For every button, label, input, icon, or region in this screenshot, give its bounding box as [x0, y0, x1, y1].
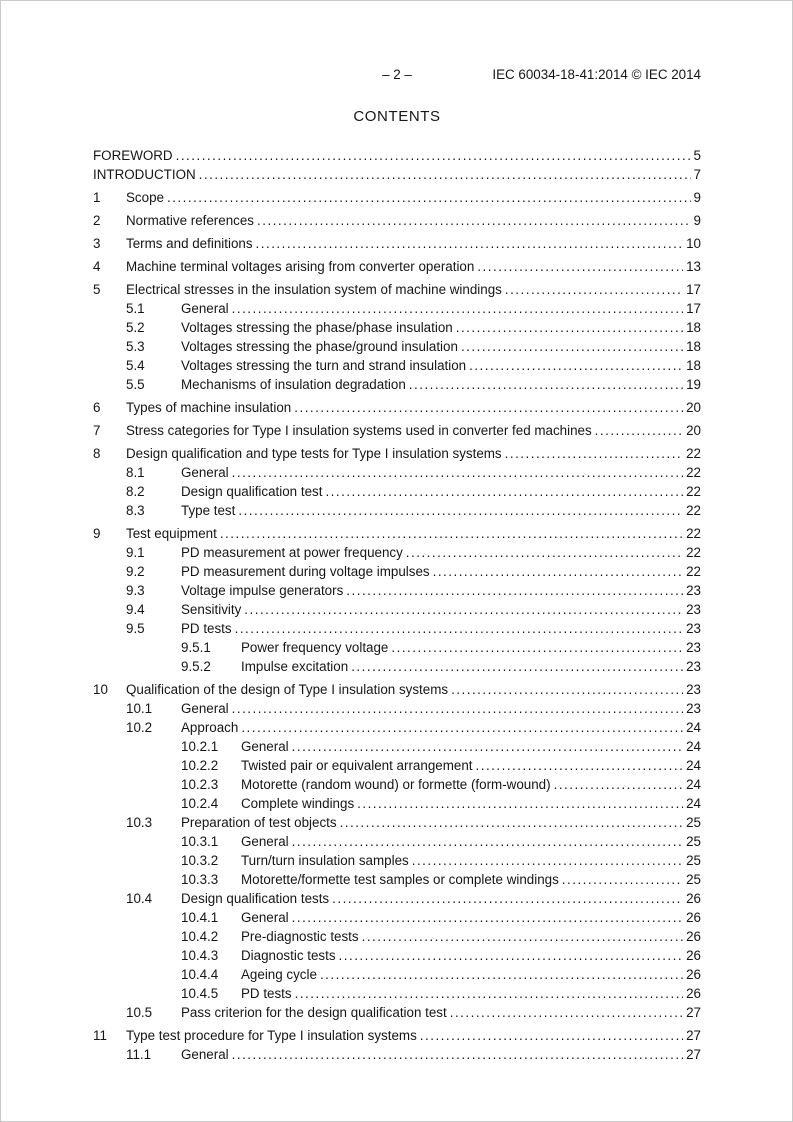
- dot-leader: [562, 870, 683, 889]
- dot-leader: [346, 581, 683, 600]
- toc-entry-label: General: [241, 910, 289, 925]
- toc-entry: [93, 927, 701, 946]
- toc-entry-number: 11.1: [126, 1047, 152, 1062]
- toc-entry: [93, 211, 701, 230]
- toc-entry-label: Turn/turn insulation samples: [241, 853, 409, 868]
- toc-entry: [93, 946, 701, 965]
- contents-title: CONTENTS: [353, 108, 441, 125]
- toc-entry-number: 5.4: [126, 358, 145, 373]
- dot-leader: [241, 718, 683, 737]
- dot-leader: [409, 375, 683, 394]
- dot-leader: [554, 775, 684, 794]
- dot-leader: [320, 965, 683, 984]
- toc-entry-label: Motorette/formette test samples or complete windings: [241, 872, 559, 887]
- toc-entry: [93, 543, 701, 562]
- toc-entry-label: PD tests: [181, 621, 232, 636]
- toc-entry-number: 8: [93, 446, 101, 461]
- toc-entry-label: Machine terminal voltages arising from converter operation: [126, 259, 475, 274]
- dot-leader: [505, 280, 683, 299]
- toc-entry-label: Design qualification test: [181, 484, 323, 499]
- toc-entry-label: Preparation of test objects: [181, 815, 337, 830]
- dot-leader: [238, 501, 683, 520]
- toc-entry-page: 26: [686, 986, 701, 1001]
- toc-entry-page: 9: [693, 213, 701, 228]
- dot-leader: [176, 146, 691, 165]
- table-of-contents: [93, 146, 701, 1064]
- dot-leader: [461, 337, 683, 356]
- dot-leader: [232, 699, 683, 718]
- dot-leader: [235, 619, 683, 638]
- toc-entry-number: 10.2.3: [181, 777, 219, 792]
- toc-entry: [93, 257, 701, 276]
- dot-leader: [257, 211, 691, 230]
- toc-entry: [93, 562, 701, 581]
- toc-entry-page: 23: [686, 602, 701, 617]
- toc-entry-number: 9.2: [126, 564, 145, 579]
- toc-entry-label: Voltages stressing the phase/phase insulation: [181, 320, 453, 335]
- toc-entry: [93, 444, 701, 463]
- toc-entry-page: 5: [693, 148, 701, 163]
- toc-entry-number: 5.3: [126, 339, 145, 354]
- toc-entry-page: 9: [693, 190, 701, 205]
- toc-entry: [93, 524, 701, 543]
- page-number: – 2 –: [382, 67, 412, 82]
- dot-leader: [292, 737, 683, 756]
- toc-entry: [93, 737, 701, 756]
- toc-entry: [93, 165, 701, 184]
- toc-entry-number: 10.2.1: [181, 739, 219, 754]
- toc-entry-page: 26: [686, 948, 701, 963]
- toc-entry: [93, 421, 701, 440]
- toc-entry-number: 10.3.1: [181, 834, 219, 849]
- toc-entry-label: Voltage impulse generators: [181, 583, 344, 598]
- toc-entry-label: FOREWORD: [93, 148, 173, 163]
- toc-entry-number: 11: [93, 1028, 107, 1043]
- toc-entry: [93, 188, 701, 207]
- toc-entry-page: 24: [686, 720, 701, 735]
- dot-leader: [292, 908, 683, 927]
- toc-entry-page: 27: [686, 1005, 701, 1020]
- toc-entry-page: 18: [686, 339, 701, 354]
- toc-entry-page: 18: [686, 320, 701, 335]
- dot-leader: [469, 356, 683, 375]
- toc-entry-number: 5.5: [126, 377, 145, 392]
- toc-entry-page: 24: [686, 758, 701, 773]
- toc-entry-number: 10.4.2: [181, 929, 219, 944]
- toc-entry-page: 7: [693, 167, 701, 182]
- toc-entry-number: 10.2: [126, 720, 153, 735]
- dot-leader: [595, 421, 683, 440]
- dot-leader: [220, 524, 683, 543]
- toc-entry-page: 25: [686, 853, 701, 868]
- toc-entry-number: 10.3.3: [181, 872, 219, 887]
- toc-entry-page: 13: [686, 259, 701, 274]
- toc-entry-number: 8.2: [126, 484, 145, 499]
- toc-entry-page: 25: [686, 815, 701, 830]
- toc-entry: [93, 1026, 701, 1045]
- dot-leader: [433, 562, 684, 581]
- toc-entry-number: 9.3: [126, 583, 145, 598]
- toc-entry-number: 2: [93, 213, 101, 228]
- toc-entry: [93, 482, 701, 501]
- dot-leader: [477, 257, 683, 276]
- toc-entry-page: 20: [686, 400, 701, 415]
- toc-entry: [93, 146, 701, 165]
- toc-entry-page: 24: [686, 739, 701, 754]
- toc-entry-label: Electrical stresses in the insulation system of machine windings: [126, 282, 502, 297]
- toc-entry: [93, 889, 701, 908]
- toc-entry: [93, 619, 701, 638]
- dot-leader: [294, 398, 683, 417]
- toc-entry-page: 19: [686, 377, 701, 392]
- toc-entry-label: General: [181, 1047, 229, 1062]
- toc-entry-number: 1: [93, 190, 101, 205]
- toc-entry: [93, 775, 701, 794]
- dot-leader: [199, 165, 691, 184]
- dot-leader: [232, 463, 683, 482]
- toc-entry-label: Design qualification and type tests for Type I insulation systems: [126, 446, 502, 461]
- toc-entry: [93, 375, 701, 394]
- toc-entry-page: 24: [686, 796, 701, 811]
- toc-entry: [93, 398, 701, 417]
- toc-entry-number: 10.4.5: [181, 986, 219, 1001]
- dot-leader: [340, 813, 684, 832]
- toc-entry: [93, 234, 701, 253]
- toc-entry: [93, 280, 701, 299]
- toc-entry: [93, 638, 701, 657]
- toc-entry-label: Scope: [126, 190, 164, 205]
- toc-entry-label: Test equipment: [126, 526, 217, 541]
- page-header: [93, 67, 701, 84]
- dot-leader: [232, 1045, 683, 1064]
- toc-entry-page: 22: [686, 503, 701, 518]
- dot-leader: [420, 1026, 683, 1045]
- toc-entry: [93, 463, 701, 482]
- toc-entry-label: Pass criterion for the design qualification test: [181, 1005, 447, 1020]
- document-reference: IEC 60034-18-41:2014 © IEC 2014: [492, 67, 701, 82]
- toc-entry-number: 9.5.1: [181, 640, 211, 655]
- toc-entry: [93, 1003, 701, 1022]
- toc-entry-page: 26: [686, 967, 701, 982]
- toc-entry-label: General: [241, 739, 289, 754]
- toc-entry-number: 10: [93, 682, 108, 697]
- toc-entry-number: 9.5.2: [181, 659, 211, 674]
- toc-entry-number: 9.1: [126, 545, 145, 560]
- toc-entry-label: Normative references: [126, 213, 255, 228]
- toc-entry-label: Sensitivity: [181, 602, 242, 617]
- toc-entry: [93, 718, 701, 737]
- toc-entry-label: Impulse excitation: [241, 659, 349, 674]
- toc-entry-number: 10.2.2: [181, 758, 219, 773]
- dot-leader: [339, 946, 684, 965]
- toc-entry-label: Type test procedure for Type I insulation systems: [126, 1028, 417, 1043]
- toc-entry-page: 26: [686, 891, 701, 906]
- toc-entry-label: Twisted pair or equivalent arrangement: [241, 758, 473, 773]
- toc-entry-number: 10.5: [126, 1005, 153, 1020]
- toc-entry-page: 26: [686, 910, 701, 925]
- toc-entry-page: 17: [686, 301, 701, 316]
- dot-leader: [406, 543, 683, 562]
- toc-entry-number: 6: [93, 400, 101, 415]
- dot-leader: [295, 984, 683, 1003]
- dot-leader: [332, 889, 683, 908]
- toc-entry-label: Power frequency voltage: [241, 640, 389, 655]
- toc-entry-label: Complete windings: [241, 796, 355, 811]
- toc-entry-page: 22: [686, 526, 701, 541]
- toc-entry-number: 4: [93, 259, 101, 274]
- toc-entry-label: INTRODUCTION: [93, 167, 196, 182]
- toc-entry: [93, 851, 701, 870]
- toc-entry-page: 25: [686, 834, 701, 849]
- toc-entry-number: 3: [93, 236, 101, 251]
- toc-entry-label: Approach: [181, 720, 239, 735]
- toc-entry-number: 10.3: [126, 815, 153, 830]
- toc-entry-page: 18: [686, 358, 701, 373]
- toc-entry-page: 23: [686, 583, 701, 598]
- toc-entry-number: 9: [93, 526, 101, 541]
- toc-entry-number: 8.3: [126, 503, 145, 518]
- dot-leader: [505, 444, 683, 463]
- toc-entry-number: 10.2.4: [181, 796, 219, 811]
- toc-entry-label: Voltages stressing the turn and strand insulation: [181, 358, 467, 373]
- toc-entry-label: Types of machine insulation: [126, 400, 292, 415]
- toc-entry-number: 10.4.1: [181, 910, 219, 925]
- toc-entry-label: Design qualification tests: [181, 891, 330, 906]
- dot-leader: [476, 756, 684, 775]
- toc-entry-label: Type test: [181, 503, 236, 518]
- toc-entry: [93, 337, 701, 356]
- toc-entry-page: 27: [686, 1028, 701, 1043]
- toc-entry-label: Pre-diagnostic tests: [241, 929, 359, 944]
- toc-entry-page: 27: [686, 1047, 701, 1062]
- toc-entry-label: General: [181, 301, 229, 316]
- toc-entry-page: 26: [686, 929, 701, 944]
- toc-entry-number: 10.4.3: [181, 948, 219, 963]
- toc-entry-label: General: [241, 834, 289, 849]
- toc-entry-label: PD measurement during voltage impulses: [181, 564, 430, 579]
- toc-entry-page: 17: [686, 282, 701, 297]
- dot-leader: [412, 851, 683, 870]
- toc-entry: [93, 832, 701, 851]
- toc-entry: [93, 1045, 701, 1064]
- dot-leader: [357, 794, 683, 813]
- dot-leader: [451, 680, 683, 699]
- dot-leader: [391, 638, 683, 657]
- toc-entry-label: PD tests: [241, 986, 292, 1001]
- toc-entry-number: 5: [93, 282, 101, 297]
- toc-entry-label: Motorette (random wound) or formette (form-wound): [241, 777, 551, 792]
- toc-entry-number: 10.4: [126, 891, 153, 906]
- dot-leader: [450, 1003, 683, 1022]
- toc-entry-page: 22: [686, 564, 701, 579]
- dot-leader: [325, 482, 683, 501]
- toc-entry-page: 22: [686, 446, 701, 461]
- toc-entry-number: 5.1: [126, 301, 145, 316]
- dot-leader: [351, 657, 683, 676]
- toc-entry-label: Terms and definitions: [126, 236, 253, 251]
- dot-leader: [362, 927, 684, 946]
- toc-entry-page: 23: [686, 621, 701, 636]
- toc-entry-page: 23: [686, 659, 701, 674]
- toc-entry: [93, 299, 701, 318]
- toc-entry-label: Qualification of the design of Type I insulation systems: [126, 682, 449, 697]
- toc-entry-label: PD measurement at power frequency: [181, 545, 403, 560]
- toc-entry: [93, 318, 701, 337]
- toc-entry: [93, 965, 701, 984]
- toc-entry-number: 10.4.4: [181, 967, 219, 982]
- toc-entry-page: 20: [686, 423, 701, 438]
- toc-entry-label: General: [181, 465, 229, 480]
- toc-entry-label: Mechanisms of insulation degradation: [181, 377, 406, 392]
- toc-entry-page: 22: [686, 484, 701, 499]
- toc-entry: [93, 813, 701, 832]
- toc-entry: [93, 794, 701, 813]
- toc-entry-label: Diagnostic tests: [241, 948, 336, 963]
- toc-entry: [93, 699, 701, 718]
- toc-entry-label: Stress categories for Type I insulation systems used in converter fed machines: [126, 423, 592, 438]
- toc-entry: [93, 356, 701, 375]
- toc-entry-label: General: [181, 701, 229, 716]
- toc-entry-number: 10.1: [126, 701, 153, 716]
- toc-entry: [93, 680, 701, 699]
- toc-entry: [93, 984, 701, 1003]
- toc-entry-page: 23: [686, 682, 701, 697]
- toc-entry: [93, 870, 701, 889]
- dot-leader: [232, 299, 683, 318]
- toc-entry: [93, 600, 701, 619]
- toc-entry-number: 9.4: [126, 602, 145, 617]
- toc-entry-page: 23: [686, 640, 701, 655]
- toc-entry: [93, 756, 701, 775]
- toc-entry-number: 9.5: [126, 621, 145, 636]
- dot-leader: [167, 188, 691, 207]
- dot-leader: [456, 318, 683, 337]
- toc-entry-page: 24: [686, 777, 701, 792]
- toc-entry-page: 25: [686, 872, 701, 887]
- toc-entry-page: 23: [686, 701, 701, 716]
- toc-entry-page: 22: [686, 545, 701, 560]
- dot-leader: [244, 600, 683, 619]
- toc-entry: [93, 501, 701, 520]
- toc-entry: [93, 908, 701, 927]
- toc-entry-number: 7: [93, 423, 101, 438]
- toc-entry-number: 8.1: [126, 465, 145, 480]
- toc-entry-page: 22: [686, 465, 701, 480]
- toc-entry-number: 10.3.2: [181, 853, 219, 868]
- toc-entry: [93, 581, 701, 600]
- toc-entry-label: Ageing cycle: [241, 967, 317, 982]
- dot-leader: [292, 832, 683, 851]
- toc-entry: [93, 657, 701, 676]
- toc-entry-number: 5.2: [126, 320, 145, 335]
- toc-entry-page: 10: [686, 236, 701, 251]
- toc-entry-label: Voltages stressing the phase/ground insulation: [181, 339, 458, 354]
- dot-leader: [256, 234, 684, 253]
